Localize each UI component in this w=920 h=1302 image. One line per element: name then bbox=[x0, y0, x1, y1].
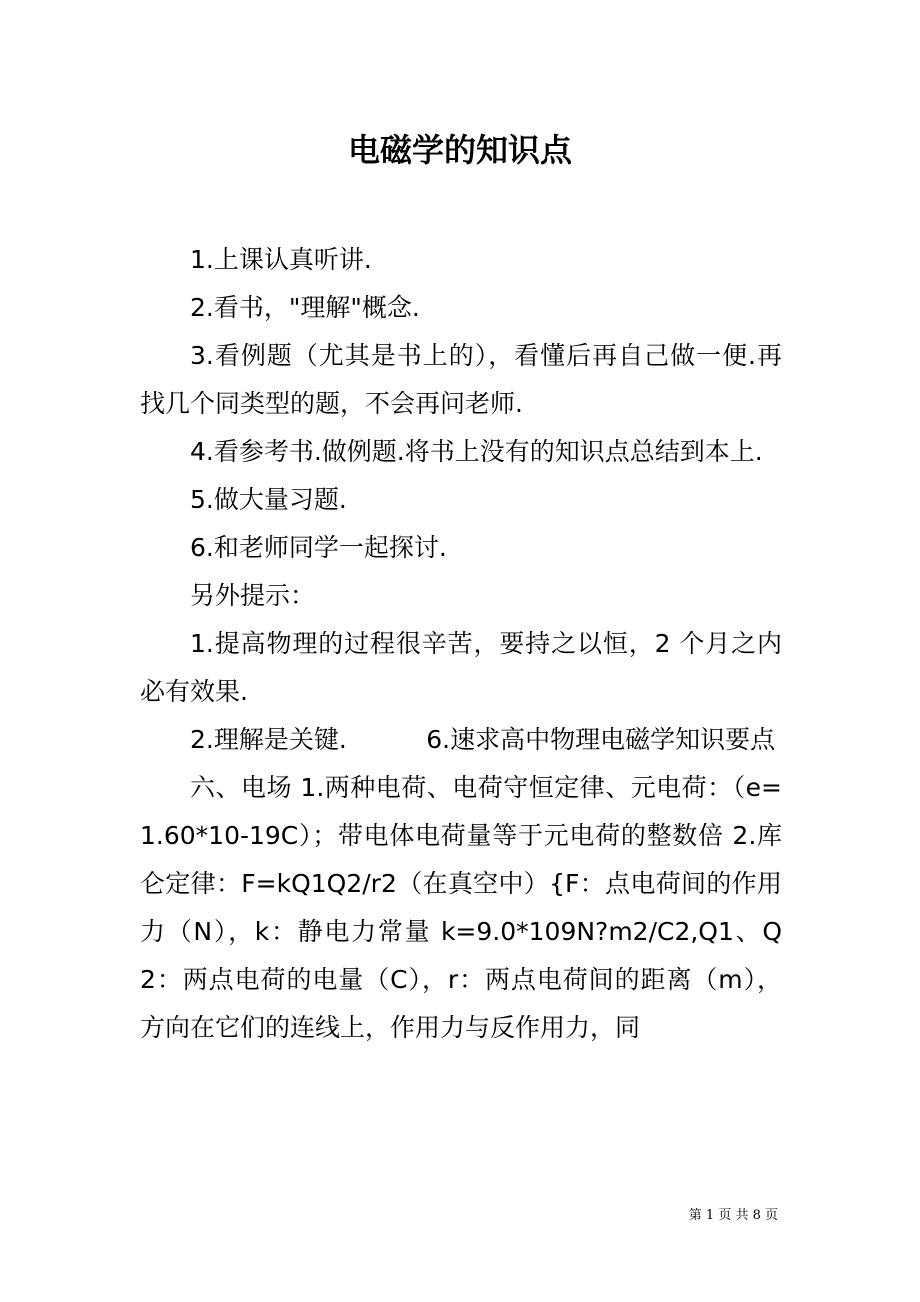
paragraph: 6.和老师同学一起探讨. bbox=[190, 533, 447, 562]
paragraph: 1.上课认真听讲. bbox=[190, 245, 372, 274]
paragraph: 2.看书，"理解"概念. bbox=[190, 293, 420, 322]
paragraph: 2.理解是关键. 6.速求高中物理电磁学知识要点 bbox=[190, 725, 776, 754]
document-title: 电磁学的知识点 bbox=[347, 131, 572, 169]
page-number-footer: 第 1 页 共 8 页 bbox=[688, 1208, 778, 1223]
paragraph: 1.提高物理的过程很辛苦，要持之以恒，2 个月之内必有效果. bbox=[140, 629, 782, 706]
paragraph: 六、电场 1.两种电荷、电荷守恒定律、元电荷：（e=1.60*10-19C）；带电体电荷量等于元电荷的整数倍 2.库仑定律：F=kQ1Q2/r2（在真空中）{F：点电荷间的作用力（N），k：静电力常量 k=9.0*109N?m2/C2,Q1、Q2：两点电荷的电量（C），r：两点电荷间的距离（m），方向在它们的连线上，作用力与反作用力，同 bbox=[140, 773, 782, 1042]
paragraph: 3.看例题（尤其是书上的），看懂后再自己做一便.再找几个同类型的题，不会再问老师. bbox=[140, 341, 782, 418]
document-body bbox=[140, 236, 782, 1052]
paragraph: 另外提示： bbox=[190, 581, 316, 610]
paragraph: 4.看参考书.做例题.将书上没有的知识点总结到本上. bbox=[190, 437, 763, 466]
paragraph: 5.做大量习题. bbox=[190, 485, 347, 514]
